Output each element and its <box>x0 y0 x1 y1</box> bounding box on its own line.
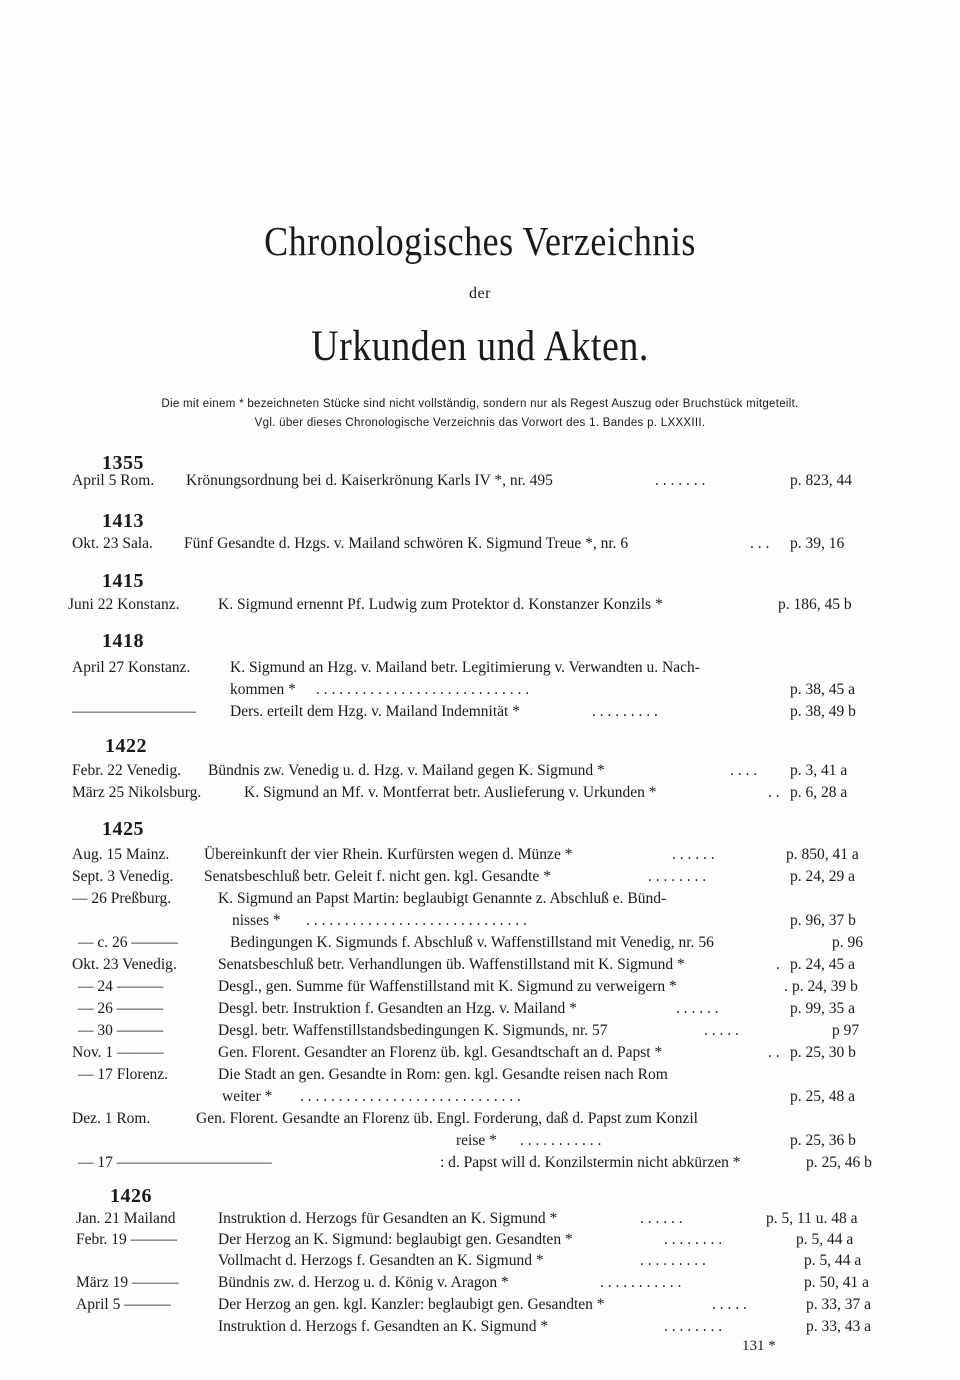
entry-text: Instruktion d. Herzogs f. Gesandten an K. Sigmund * <box>218 1318 549 1335</box>
entry-text: Krönungsordnung bei d. Kaiserkrönung Karls IV *, nr. 495 <box>186 472 553 489</box>
entry-ref: p. 33, 43 a <box>806 1318 872 1335</box>
entry-row <box>0 1316 960 1338</box>
entry-ref: p. 25, 48 a <box>790 1088 856 1105</box>
entry-leader: . . <box>768 1044 780 1061</box>
entry-row <box>0 910 960 932</box>
entry-ref: p 97 <box>832 1022 860 1039</box>
entry-date: — c. 26 ——— <box>78 934 178 951</box>
entry-text: Desgl. betr. Waffenstillstandsbedingungen K. Sigmunds, nr. 57 <box>218 1022 608 1039</box>
entry-row <box>0 998 960 1020</box>
entry-row <box>0 533 960 555</box>
entry-row <box>0 1152 960 1174</box>
entry-text: Übereinkunft der vier Rhein. Kurfürsten wegen d. Münze * <box>204 846 573 863</box>
entry-row <box>0 1294 960 1316</box>
entry-text: Senatsbeschluß betr. Geleit f. nicht gen. kgl. Gesandte * <box>204 868 551 885</box>
entry-date: Aug. 15 Mainz. <box>72 846 170 863</box>
entry-row <box>0 1042 960 1064</box>
entry-row <box>0 866 960 888</box>
entry-ref: p. 24, 29 a <box>790 868 856 885</box>
year-heading: 1355 <box>102 452 144 474</box>
entry-ref: p. 38, 49 b <box>790 703 856 720</box>
entry-row <box>0 760 960 782</box>
entry-text: : d. Papst will d. Konzilstermin nicht abkürzen * <box>440 1154 741 1171</box>
year-heading: 1425 <box>102 818 144 840</box>
entry-leader: . . . . <box>730 762 758 779</box>
title-connector: der <box>469 285 491 302</box>
entry-row <box>0 844 960 866</box>
entry-date: März 19 ——— <box>76 1274 179 1291</box>
entry-ref: p. 96, 37 b <box>790 912 856 929</box>
entry-row <box>0 1108 960 1130</box>
entry-leader: . . . . . . <box>676 1000 719 1017</box>
year-heading: 1422 <box>105 735 147 757</box>
entry-date: Jan. 21 Mailand <box>76 1210 176 1227</box>
entry-date: Okt. 23 Sala. <box>72 535 153 552</box>
note-line-2: Vgl. über dieses Chronologische Verzeichnis das Vorwort des 1. Bandes p. LXXXIII. <box>254 417 706 429</box>
entry-ref: p. 5, 44 a <box>796 1231 854 1248</box>
entry-text: Bedingungen K. Sigmunds f. Abschluß v. Waffenstillstand mit Venedig, nr. 56 <box>230 934 714 951</box>
entry-leader: . . . . . . . <box>655 472 706 489</box>
entry-date: — 30 ——— <box>78 1022 164 1039</box>
entry-text: reise * <box>456 1132 497 1149</box>
entry-row <box>0 594 960 616</box>
entry-leader: . <box>776 956 780 973</box>
entry-ref: p. 96 <box>832 934 863 951</box>
entry-leader: . . . . . . . . . . . . . . . . . . . . . . . . . . . . <box>316 681 530 698</box>
page-title: Chronologisches Verzeichnis <box>264 218 696 264</box>
entry-leader: . . . . . . . . <box>664 1231 723 1248</box>
entry-row <box>0 1020 960 1042</box>
entry-text: Senatsbeschluß betr. Verhandlungen üb. Waffenstillstand mit K. Sigmund * <box>218 956 685 973</box>
entry-date: — 17 Florenz. <box>78 1066 168 1083</box>
entry-date: Febr. 19 ——— <box>76 1231 178 1248</box>
entry-text: K. Sigmund an Papst Martin: beglaubigt Genannte z. Abschluß e. Bünd- <box>218 890 667 907</box>
entry-date: — 26 Preßburg. <box>72 890 172 907</box>
year-heading: 1418 <box>102 630 144 652</box>
entry-ref: p. 24, 39 b <box>792 978 858 995</box>
entry-text: Gen. Florent. Gesandte an Florenz üb. Engl. Forderung, daß d. Papst zum Konzil <box>196 1110 698 1127</box>
year-heading: 1415 <box>102 570 144 592</box>
entry-date: Febr. 22 Venedig. <box>72 762 182 779</box>
entry-leader: . . . . . . . . . <box>640 1252 706 1269</box>
entry-leader: . . . . . . . . . . . <box>520 1132 602 1149</box>
entry-ref: p. 5, 11 u. 48 a <box>766 1210 858 1227</box>
entry-ref: p. 39, 16 <box>790 535 845 552</box>
year-heading: 1413 <box>102 510 144 532</box>
page-subtitle: Urkunden und Akten. <box>311 321 649 371</box>
entry-date: Okt. 23 Venedig. <box>72 956 177 973</box>
entry-ref: p. 25, 30 b <box>790 1044 856 1061</box>
entry-text: Der Herzog an gen. kgl. Kanzler: beglaubigt gen. Gesandten * <box>218 1296 605 1313</box>
entry-row <box>0 679 960 701</box>
entry-ref: p. 38, 45 a <box>790 681 856 698</box>
entry-leader: . . . . . <box>704 1022 739 1039</box>
entry-date: — 24 ——— <box>78 978 164 995</box>
entry-text: Desgl. betr. Instruktion f. Gesandten an Hzg. v. Mailand * <box>218 1000 577 1017</box>
entry-text: K. Sigmund an Hzg. v. Mailand betr. Legitimierung v. Verwandten u. Nach- <box>230 659 700 676</box>
entry-ref: p. 99, 35 a <box>790 1000 856 1017</box>
entry-ref: p. 5, 44 a <box>804 1252 862 1269</box>
page-number: 131 * <box>742 1338 776 1354</box>
entry-text: Fünf Gesandte d. Hzgs. v. Mailand schwören K. Sigmund Treue *, nr. 6 <box>184 535 629 552</box>
entry-leader: . . . <box>750 535 770 552</box>
entry-date: — 17 —————————— <box>78 1154 272 1171</box>
entry-row <box>0 954 960 976</box>
entry-text: Bündnis zw. Venedig u. d. Hzg. v. Mailand gegen K. Sigmund * <box>208 762 605 779</box>
entry-row <box>0 888 960 910</box>
entry-leader: . . . . . . <box>672 846 715 863</box>
entry-text: Ders. erteilt dem Hzg. v. Mailand Indemnität * <box>230 703 520 720</box>
entry-row <box>0 976 960 998</box>
entry-row <box>0 782 960 804</box>
entry-ref: p. 25, 36 b <box>790 1132 856 1149</box>
entry-row <box>0 1130 960 1152</box>
entry-leader: . . . . . . . . <box>648 868 707 885</box>
entry-text: weiter * <box>222 1088 273 1105</box>
entry-ref: p. 823, 44 <box>790 472 852 489</box>
note-line-1: Die mit einem * bezeichneten Stücke sind nicht vollständig, sondern nur als Regest Auszug oder Bruchstück mitgeteilt. <box>161 398 799 410</box>
entry-row <box>0 1064 960 1086</box>
entry-row <box>0 657 960 679</box>
entry-ref: p. 6, 28 a <box>790 784 848 801</box>
entry-text: K. Sigmund ernennt Pf. Ludwig zum Protektor d. Konstanzer Konzils * <box>218 596 663 613</box>
entry-row <box>0 701 960 723</box>
entry-leader: . . . . . . <box>640 1210 683 1227</box>
entry-leader: . . . . . . . . . . . . . . . . . . . . . . . . . . . . . <box>300 1088 521 1105</box>
entry-text: Der Herzog an K. Sigmund: beglaubigt gen. Gesandten * <box>218 1231 573 1248</box>
entry-date: April 27 Konstanz. <box>72 659 191 676</box>
entry-row <box>0 470 960 492</box>
entry-text: Gen. Florent. Gesandter an Florenz üb. kgl. Gesandtschaft an d. Papst * <box>218 1044 663 1061</box>
entry-date: Nov. 1 ——— <box>72 1044 164 1061</box>
entry-date: April 5 Rom. <box>72 472 155 489</box>
entry-text: Instruktion d. Herzogs für Gesandten an K. Sigmund * <box>218 1210 558 1227</box>
entry-ref: p. 186, 45 b <box>778 596 852 613</box>
entry-row <box>0 1086 960 1108</box>
entry-leader: . . . . . . . . <box>664 1318 723 1335</box>
entry-text: Vollmacht d. Herzogs f. Gesandten an K. Sigmund * <box>218 1252 544 1269</box>
entry-text: nisses * <box>232 912 281 929</box>
entry-date: März 25 Nikolsburg. <box>72 784 202 801</box>
entry-date: April 5 ——— <box>76 1296 171 1313</box>
entry-leader: . . . . . . . . . . . <box>600 1274 682 1291</box>
entry-date: ———————— <box>72 703 196 720</box>
entry-row <box>0 1208 960 1230</box>
entry-row <box>0 932 960 954</box>
entry-ref: p. 3, 41 a <box>790 762 848 779</box>
entry-ref: p. 25, 46 b <box>806 1154 872 1171</box>
entry-text: K. Sigmund an Mf. v. Montferrat betr. Auslieferung v. Urkunden * <box>244 784 657 801</box>
entry-leader: . . . . . <box>712 1296 747 1313</box>
entry-date: Dez. 1 Rom. <box>72 1110 151 1127</box>
entry-ref: p. 850, 41 a <box>786 846 859 863</box>
entry-ref: p. 24, 45 a <box>790 956 856 973</box>
entry-ref: p. 33, 37 a <box>806 1296 872 1313</box>
entry-ref: p. 50, 41 a <box>804 1274 870 1291</box>
entry-row <box>0 1229 960 1251</box>
entry-text: Bündnis zw. d. Herzog u. d. König v. Aragon * <box>218 1274 509 1291</box>
entry-leader: . . <box>768 784 780 801</box>
entry-leader: . . . . . . . . . <box>592 703 658 720</box>
entry-leader: . <box>784 978 788 995</box>
entry-text: Die Stadt an gen. Gesandte in Rom: gen. kgl. Gesandte reisen nach Rom <box>218 1066 668 1083</box>
year-heading: 1426 <box>110 1185 152 1207</box>
entry-text: Desgl., gen. Summe für Waffenstillstand mit K. Sigmund zu verweigern * <box>218 978 677 995</box>
entry-row <box>0 1250 960 1272</box>
entry-row <box>0 1272 960 1294</box>
entry-date: Sept. 3 Venedig. <box>72 868 174 885</box>
entry-leader: . . . . . . . . . . . . . . . . . . . . . . . . . . . . . <box>306 912 527 929</box>
entry-text: kommen * <box>230 681 296 698</box>
entry-date: — 26 ——— <box>78 1000 164 1017</box>
entry-date: Juni 22 Konstanz. <box>68 596 180 613</box>
